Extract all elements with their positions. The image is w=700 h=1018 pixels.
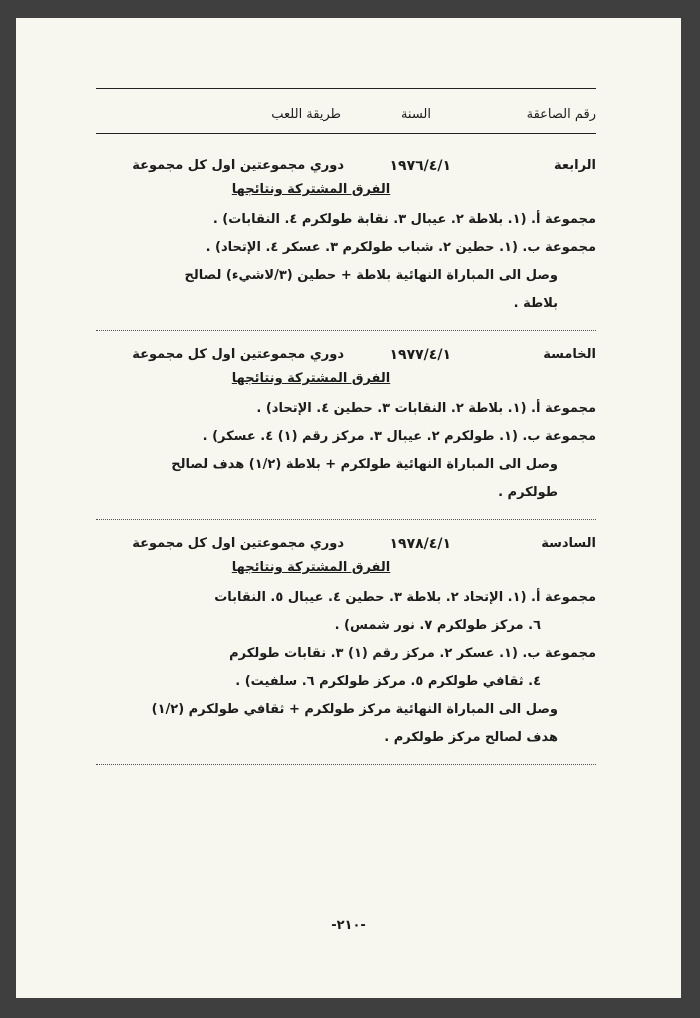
group-a-line: مجموعة أ. (١. الإتحاد ٢. بلاطة ٣. حطين ٤. عيبال ٥. النقابات (214, 590, 596, 605)
section-head (96, 530, 596, 558)
section-sixth (96, 530, 596, 752)
section-number: الخامسة (543, 347, 596, 362)
section-divider (96, 330, 596, 331)
group-b-line: مجموعة ب. (١. طولكرم ٢. عيبال ٣. مركز رقم (١) ٤. عسكر) . (202, 429, 596, 444)
header-year: السنة (400, 107, 431, 122)
header-rule (96, 133, 596, 134)
table-header (96, 89, 596, 125)
section-fourth (96, 152, 596, 318)
section-divider (96, 519, 596, 520)
group-a-line: مجموعة أ. (١. بلاطة ٢. عيبال ٣. نقابة طولكرم ٤. النقابات) . (212, 212, 596, 227)
group-b-line-cont: ٤. ثقافي طولكرم ٥. مركز طولكرم ٦. سلفيت) . (235, 674, 541, 689)
page-content (96, 88, 596, 775)
section-method: دوري مجموعتين اول كل مجموعة (132, 536, 344, 551)
final-line: وصل الى المباراة النهائية طولكرم + بلاطة (١/٢) هدف لصالح (171, 457, 558, 472)
section-fifth (96, 341, 596, 507)
final-line-cont: بلاطة . (513, 296, 558, 311)
document-page (16, 18, 681, 998)
group-a-line: مجموعة أ. (١. بلاطة ٢. النقابات ٣. حطين ٤. الإتحاد) . (256, 401, 596, 416)
final-line: وصل الى المباراة النهائية بلاطة + حطين (٣/لاشيء) لصالح (184, 268, 558, 283)
section-method: دوري مجموعتين اول كل مجموعة (132, 158, 344, 173)
page-number: -٢١٠- (331, 918, 366, 933)
section-number: السادسة (541, 536, 596, 551)
section-date: ١٩٧٦/٤/١ (389, 158, 451, 174)
section-subtitle: الفرق المشتركة ونتائجها (231, 371, 391, 386)
section-date: ١٩٧٨/٤/١ (389, 536, 451, 552)
group-b-line: مجموعة ب. (١. عسكر ٢. مركز رقم (١) ٣. نقابات طولكرم (229, 646, 596, 661)
section-divider (96, 764, 596, 765)
section-date: ١٩٧٧/٤/١ (389, 347, 451, 363)
section-method: دوري مجموعتين اول كل مجموعة (132, 347, 344, 362)
final-line-cont: هدف لصالح مركز طولكرم . (384, 730, 558, 745)
group-a-line-cont: ٦. مركز طولكرم ٧. نور شمس) . (334, 618, 541, 633)
section-subtitle: الفرق المشتركة ونتائجها (231, 182, 391, 197)
final-line: وصل الى المباراة النهائية مركز طولكرم + ثقافي طولكرم (١/٢) (151, 702, 558, 717)
section-number: الرابعة (554, 158, 596, 173)
header-method: طريقة اللعب (271, 107, 341, 122)
section-subtitle: الفرق المشتركة ونتائجها (231, 560, 391, 575)
final-line-cont: طولكرم . (498, 485, 558, 500)
section-head (96, 152, 596, 180)
header-number: رقم الصاعقة (526, 107, 596, 122)
group-b-line: مجموعة ب. (١. حطين ٢. شباب طولكرم ٣. عسكر ٤. الإتحاد) . (205, 240, 596, 255)
section-head (96, 341, 596, 369)
